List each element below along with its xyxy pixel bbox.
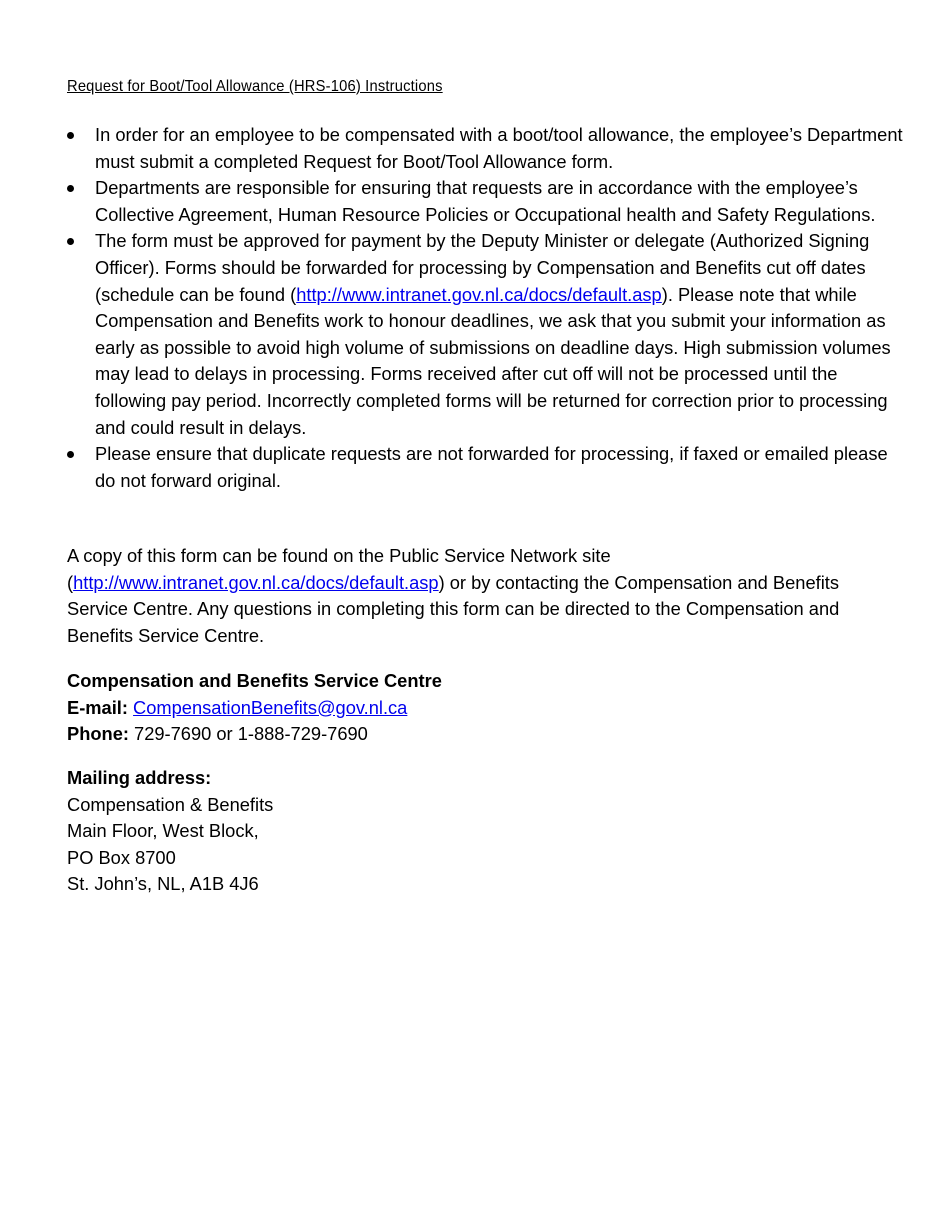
bullet-icon [67, 185, 74, 192]
phone-number: 729-7690 or 1-888-729-7690 [134, 723, 368, 745]
document-title: Request for Boot/Tool Allowance (HRS-106) Instructions [67, 78, 443, 95]
address-line: PO Box 8700 [67, 846, 176, 868]
list-item [67, 441, 907, 494]
bullet-text: In order for an employee to be compensated with a boot/tool allowance, the employee’s Department must submit a completed Request for Boot/Tool Allowance form. [95, 124, 903, 172]
email-link[interactable]: CompensationBenefits@gov.nl.ca [133, 696, 408, 718]
contact-heading: Compensation and Benefits Service Centre [67, 670, 442, 691]
list-item [67, 175, 907, 228]
form-location-paragraph [67, 543, 897, 649]
bullet-text-start: The form must be approved for payment by the Deputy Minister or delegate (Authorized Signing Officer). Forms should be forwarded for processing by Compensation and Benefits cut off dates (schedule can be found ( [95, 230, 870, 305]
bullet-icon [67, 451, 74, 458]
paragraph-text-end: ) or by contacting the Compensation and Benefits Service Centre. Any questions in completing this form can be directed to the Compensation and Benefits Service Centre. [67, 571, 840, 646]
bullet-text: Departments are responsible for ensuring that requests are in accordance with the employee’s Collective Agreement, Human Resource Policies or Occupational health and Safety Regulations. [95, 177, 876, 225]
phone-line [67, 721, 442, 748]
bullet-icon [67, 238, 74, 245]
email-line [67, 695, 442, 722]
instruction-list [67, 122, 907, 494]
contact-block [67, 668, 442, 748]
public-service-network-link[interactable]: http://www.intranet.gov.nl.ca/docs/default.asp [73, 571, 439, 593]
intranet-docs-link[interactable]: http://www.intranet.gov.nl.ca/docs/default.asp [296, 283, 662, 305]
list-item [67, 122, 907, 175]
address-line: St. John’s, NL, A1B 4J6 [67, 873, 259, 895]
mailing-address-block [67, 765, 273, 898]
bullet-text: Please ensure that duplicate requests are not forwarded for processing, if faxed or emailed please do not forward original. [95, 443, 888, 491]
phone-label: Phone: [67, 723, 129, 745]
email-label: E-mail: [67, 696, 128, 718]
address-line: Compensation & Benefits [67, 793, 274, 815]
bullet-icon [67, 132, 74, 139]
list-item [67, 228, 907, 441]
bullet-text-end: ). Please note that while Compensation and Benefits work to honour deadlines, we ask that you submit your information as early as possible to avoid high volume of submissions on deadline days. High submission volumes may lead to delays in processing. Forms received after cut off will not be processed until the following pay period. Incorrectly completed forms will be returned for correction prior to processing and could result in delays. [95, 283, 891, 438]
address-line: Main Floor, West Block, [67, 820, 259, 842]
paragraph-text-start: A copy of this form can be found on the Public Service Network site ( [67, 545, 611, 593]
mailing-heading: Mailing address: [67, 767, 212, 788]
